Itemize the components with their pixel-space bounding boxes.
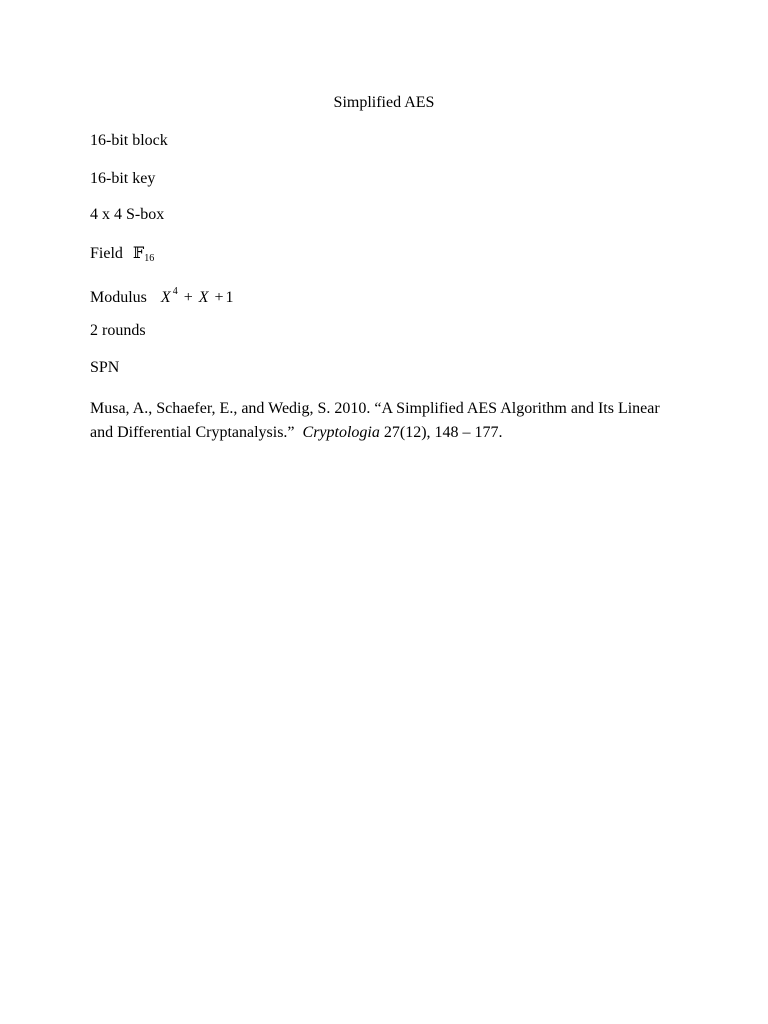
modulus-var-x2: X bbox=[198, 289, 209, 306]
field-subscript: 16 bbox=[144, 253, 155, 264]
modulus-expression bbox=[161, 286, 234, 307]
modulus-var-x1: X bbox=[160, 289, 171, 306]
sbox-line bbox=[90, 206, 164, 224]
modulus-constant: 1 bbox=[225, 289, 234, 306]
page-title: Simplified AES bbox=[333, 94, 435, 111]
block-size-line: 16-bit block bbox=[90, 132, 168, 149]
reference-details: 27(12), 148 – 177. bbox=[383, 424, 503, 441]
modulus-plus-1: + bbox=[183, 289, 193, 306]
modulus-line bbox=[90, 286, 234, 307]
reference-journal: Cryptologia bbox=[302, 424, 380, 441]
structure-line: SPN bbox=[90, 359, 120, 376]
rounds-line: 2 rounds bbox=[90, 322, 146, 339]
field-letter: 𝔽 bbox=[132, 245, 145, 262]
sbox-text: 4 x 4 S-box bbox=[90, 206, 165, 223]
modulus-plus-2: + bbox=[214, 289, 224, 306]
key-size-line: 16-bit key bbox=[90, 170, 156, 187]
field-label: Field bbox=[90, 245, 123, 262]
field-symbol bbox=[133, 243, 154, 264]
modulus-label: Modulus bbox=[90, 289, 147, 306]
field-line bbox=[90, 243, 154, 264]
modulus-exponent: 4 bbox=[172, 286, 178, 297]
reference-citation bbox=[90, 397, 680, 445]
reference-authors-title: Musa, A., Schaefer, E., and Wedig, S. 2010. “A Simplified AES Algorithm and Its Linear and Differential Cryptanalysis.” bbox=[90, 400, 660, 441]
